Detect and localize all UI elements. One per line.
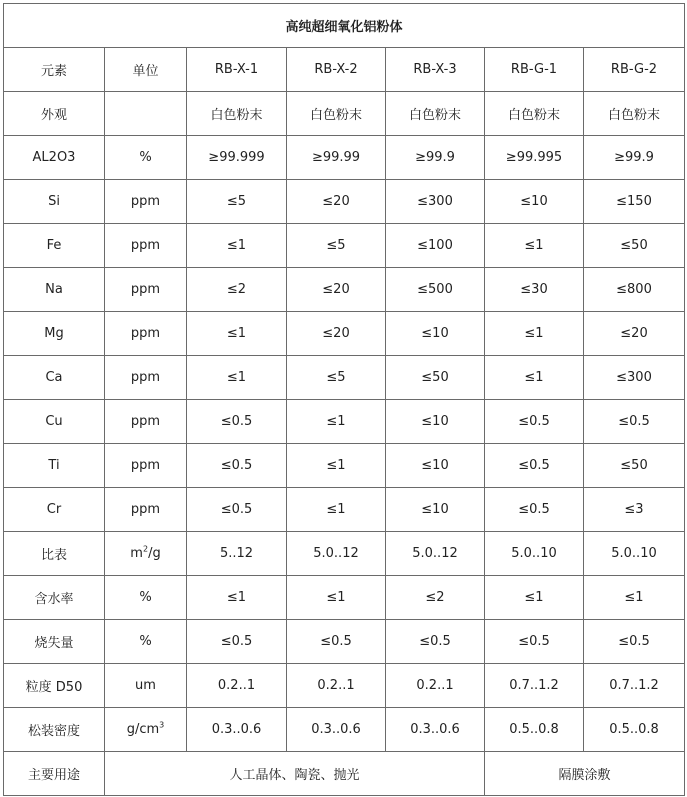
value-cell: ≤5 — [187, 180, 287, 224]
row-unit: ppm — [105, 400, 187, 444]
value-cell: ≤5 — [287, 356, 386, 400]
spec-table — [3, 3, 685, 796]
value-cell: ≤1 — [187, 576, 287, 620]
value-cell: 5.0..12 — [287, 532, 386, 576]
value-cell: ≤1 — [485, 576, 584, 620]
row-unit: ppm — [105, 356, 187, 400]
value-cell: 0.2..1 — [287, 664, 386, 708]
value-cell: ≤0.5 — [187, 488, 287, 532]
value-cell: 白色粉末 — [187, 92, 287, 136]
value-cell: ≤10 — [386, 400, 485, 444]
header-unit: 单位 — [105, 48, 187, 92]
value-cell: 0.7..1.2 — [584, 664, 685, 708]
value-cell: ≤0.5 — [187, 400, 287, 444]
value-cell: ≤2 — [187, 268, 287, 312]
row-label: Ti — [4, 444, 105, 488]
value-cell: ≤0.5 — [584, 400, 685, 444]
table-row — [4, 532, 685, 576]
row-label: Cu — [4, 400, 105, 444]
table-row — [4, 664, 685, 708]
header-product: RB-X-1 — [187, 48, 287, 92]
table-row — [4, 400, 685, 444]
value-cell: 0.3..0.6 — [187, 708, 287, 752]
table-row — [4, 92, 685, 136]
header-product: RB-G-2 — [584, 48, 685, 92]
value-cell: ≤50 — [584, 444, 685, 488]
table-row — [4, 356, 685, 400]
value-cell: 0.2..1 — [187, 664, 287, 708]
value-cell: 白色粉末 — [485, 92, 584, 136]
value-cell: ≤10 — [386, 444, 485, 488]
row-unit: ppm — [105, 224, 187, 268]
table-row — [4, 708, 685, 752]
value-cell: ≤1 — [287, 576, 386, 620]
value-cell: ≤1 — [287, 488, 386, 532]
row-unit: ppm — [105, 488, 187, 532]
value-cell: ≤1 — [485, 356, 584, 400]
value-cell: ≥99.9 — [386, 136, 485, 180]
value-cell: ≤1 — [187, 356, 287, 400]
usage-row — [4, 752, 685, 796]
table-row — [4, 224, 685, 268]
value-cell: 0.3..0.6 — [386, 708, 485, 752]
row-unit: ppm — [105, 268, 187, 312]
row-label: 比表 — [4, 532, 105, 576]
value-cell: 白色粉末 — [287, 92, 386, 136]
value-cell: ≤20 — [584, 312, 685, 356]
value-cell: ≤50 — [584, 224, 685, 268]
header-product: RB-X-3 — [386, 48, 485, 92]
value-cell: ≥99.9 — [584, 136, 685, 180]
table-row — [4, 576, 685, 620]
row-unit: % — [105, 136, 187, 180]
header-row — [4, 48, 685, 92]
unit-superscript: 3 — [159, 720, 165, 730]
value-cell: 5.0..12 — [386, 532, 485, 576]
header-product: RB-G-1 — [485, 48, 584, 92]
value-cell: ≤2 — [386, 576, 485, 620]
table-row — [4, 312, 685, 356]
table-row — [4, 136, 685, 180]
row-label: 松装密度 — [4, 708, 105, 752]
row-label: Si — [4, 180, 105, 224]
row-label: Na — [4, 268, 105, 312]
row-unit — [105, 92, 187, 136]
value-cell: ≤20 — [287, 312, 386, 356]
value-cell: ≤30 — [485, 268, 584, 312]
value-cell: ≤0.5 — [386, 620, 485, 664]
row-label: AL2O3 — [4, 136, 105, 180]
row-label: Ca — [4, 356, 105, 400]
row-unit: ppm — [105, 180, 187, 224]
value-cell: 5.0..10 — [584, 532, 685, 576]
value-cell: ≤0.5 — [584, 620, 685, 664]
value-cell: ≤1 — [187, 312, 287, 356]
value-cell: ≤0.5 — [485, 400, 584, 444]
row-unit: % — [105, 620, 187, 664]
value-cell: 白色粉末 — [584, 92, 685, 136]
value-cell: ≤300 — [386, 180, 485, 224]
value-cell: ≤0.5 — [485, 620, 584, 664]
value-cell: ≤20 — [287, 180, 386, 224]
unit-base: m — [130, 546, 143, 561]
row-unit — [105, 532, 187, 576]
row-label: Cr — [4, 488, 105, 532]
value-cell: ≤500 — [386, 268, 485, 312]
value-cell: ≤10 — [386, 312, 485, 356]
value-cell: ≤10 — [386, 488, 485, 532]
value-cell: ≤1 — [485, 224, 584, 268]
value-cell: ≤0.5 — [485, 488, 584, 532]
value-cell: ≤0.5 — [187, 620, 287, 664]
value-cell: ≤10 — [485, 180, 584, 224]
value-cell: 0.5..0.8 — [584, 708, 685, 752]
table-row — [4, 268, 685, 312]
value-cell: 5.0..10 — [485, 532, 584, 576]
row-label: 烧失量 — [4, 620, 105, 664]
header-product: RB-X-2 — [287, 48, 386, 92]
table-title: 高纯超细氧化铝粉体 — [4, 4, 685, 48]
usage-x-series: 人工晶体、陶瓷、抛光 — [105, 752, 485, 796]
value-cell: ≤800 — [584, 268, 685, 312]
value-cell: ≤100 — [386, 224, 485, 268]
value-cell: ≥99.99 — [287, 136, 386, 180]
value-cell: ≤1 — [287, 444, 386, 488]
row-unit: % — [105, 576, 187, 620]
row-label: 外观 — [4, 92, 105, 136]
unit-superscript: 2 — [142, 544, 149, 554]
value-cell: ≥99.999 — [187, 136, 287, 180]
usage-label: 主要用途 — [4, 752, 105, 796]
value-cell: ≤1 — [584, 576, 685, 620]
value-cell: 5..12 — [187, 532, 287, 576]
value-cell: ≤20 — [287, 268, 386, 312]
value-cell: ≥99.995 — [485, 136, 584, 180]
header-element: 元素 — [4, 48, 105, 92]
value-cell: ≤1 — [287, 400, 386, 444]
usage-g-series: 隔膜涂敷 — [485, 752, 685, 796]
table-row — [4, 620, 685, 664]
row-label: Fe — [4, 224, 105, 268]
value-cell: 0.7..1.2 — [485, 664, 584, 708]
value-cell: ≤50 — [386, 356, 485, 400]
value-cell: ≤0.5 — [287, 620, 386, 664]
value-cell: 0.2..1 — [386, 664, 485, 708]
table-row — [4, 180, 685, 224]
row-label: Mg — [4, 312, 105, 356]
value-cell: ≤0.5 — [187, 444, 287, 488]
row-unit: ppm — [105, 444, 187, 488]
unit-tail: /g — [148, 546, 161, 561]
table-row — [4, 488, 685, 532]
row-label: 粒度 D50 — [4, 664, 105, 708]
value-cell: ≤0.5 — [485, 444, 584, 488]
value-cell: 白色粉末 — [386, 92, 485, 136]
value-cell: ≤5 — [287, 224, 386, 268]
value-cell: ≤3 — [584, 488, 685, 532]
value-cell: 0.5..0.8 — [485, 708, 584, 752]
row-label: 含水率 — [4, 576, 105, 620]
row-unit: ppm — [105, 312, 187, 356]
value-cell: ≤300 — [584, 356, 685, 400]
value-cell: ≤1 — [187, 224, 287, 268]
value-cell: ≤1 — [485, 312, 584, 356]
row-unit — [105, 708, 187, 752]
row-unit: um — [105, 664, 187, 708]
value-cell: ≤150 — [584, 180, 685, 224]
unit-base: g/cm — [126, 722, 160, 737]
value-cell: 0.3..0.6 — [287, 708, 386, 752]
table-row — [4, 444, 685, 488]
